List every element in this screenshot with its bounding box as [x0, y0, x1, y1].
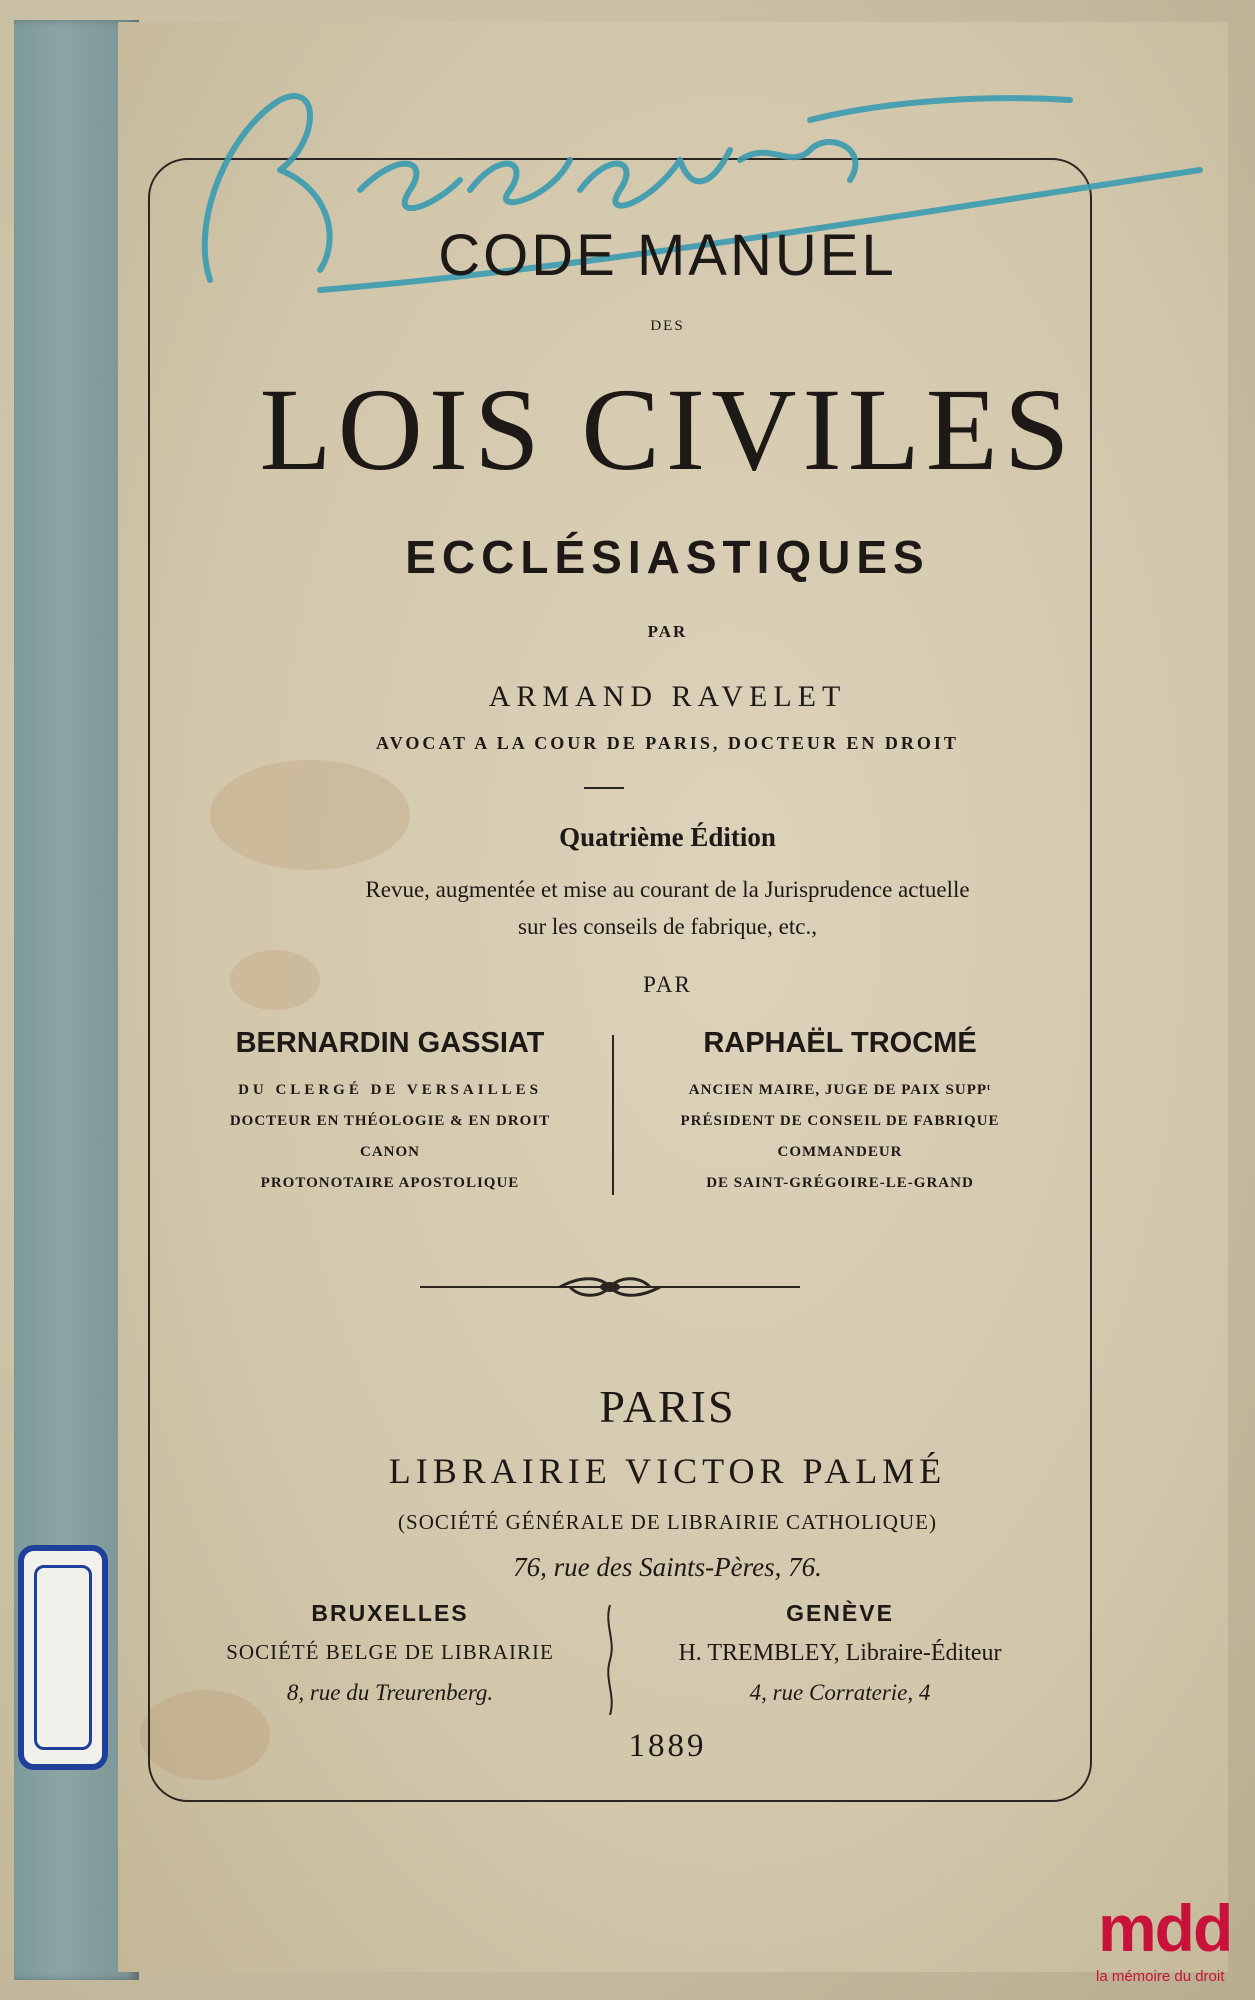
title-line-1: CODE MANUEL [438, 223, 897, 288]
ornament-divider [420, 1272, 800, 1302]
publisher-city: PARIS [599, 1381, 736, 1432]
editor-2-line: DE SAINT-GRÉGOIRE-LE-GRAND [706, 1175, 974, 1191]
editor-1-line: DU CLERGÉ DE VERSAILLES [238, 1082, 542, 1098]
publisher-society: (SOCIÉTÉ GÉNÉRALE DE LIBRAIRIE CATHOLIQUE) [398, 1510, 937, 1534]
author-role: AVOCAT A LA COUR DE PARIS, DOCTEUR EN DROIT [376, 733, 959, 753]
editor-2-name: RAPHAËL TROCMÉ [703, 1027, 977, 1059]
editor-1-line: CANON [360, 1144, 420, 1160]
publisher-name: LIBRAIRIE VICTOR PALMÉ [388, 1451, 947, 1491]
edition-line-2: sur les conseils de fabrique, etc., [518, 914, 817, 939]
title-line-2: DES [650, 318, 685, 334]
logo-tagline: la mémoire du droit [1096, 1968, 1225, 1985]
branch-2-address: 4, rue Corraterie, 4 [749, 1680, 931, 1705]
title-line-3: LOIS CIVILES [259, 364, 1076, 495]
branch-2-city: GENÈVE [786, 1600, 894, 1626]
publisher-address: 76, rue des Saints-Pères, 76. [513, 1552, 822, 1582]
edition-line-1: Revue, augmentée et mise au courant de la Jurisprudence actuelle [365, 877, 970, 902]
branch-1-name: SOCIÉTÉ BELGE DE LIBRAIRIE [226, 1640, 554, 1664]
editor-1-line: PROTONOTAIRE APOSTOLIQUE [260, 1175, 520, 1191]
branch-1-city: BRUXELLES [311, 1600, 469, 1626]
branch-divider [600, 1605, 620, 1715]
editor-2-line: COMMANDEUR [777, 1144, 903, 1160]
edition-by: PAR [643, 972, 692, 997]
mdd-logo [1090, 1890, 1250, 1995]
branch-2-name: H. TREMBLEY, Libraire-Éditeur [678, 1640, 1002, 1666]
column-divider [612, 1035, 614, 1195]
editor-1-name: BERNARDIN GASSIAT [235, 1027, 545, 1059]
editor-2-line: PRÉSIDENT DE CONSEIL DE FABRIQUE [680, 1113, 1000, 1129]
edition-title: Quatrième Édition [559, 822, 776, 852]
publication-year: 1889 [628, 1728, 707, 1764]
branch-1-address: 8, rue du Treurenberg. [286, 1680, 494, 1705]
title-line-4: ECCLÉSIASTIQUES [405, 531, 930, 583]
author-by: PAR [647, 622, 688, 641]
editor-2-line: ANCIEN MAIRE, JUGE DE PAIX SUPPᵗ [688, 1082, 992, 1098]
editor-1-line: DOCTEUR EN THÉOLOGIE & EN DROIT [229, 1113, 551, 1129]
author-name: ARMAND RAVELET [488, 680, 847, 713]
logo-mark: mdd [1098, 1891, 1232, 1965]
short-rule [584, 787, 624, 789]
